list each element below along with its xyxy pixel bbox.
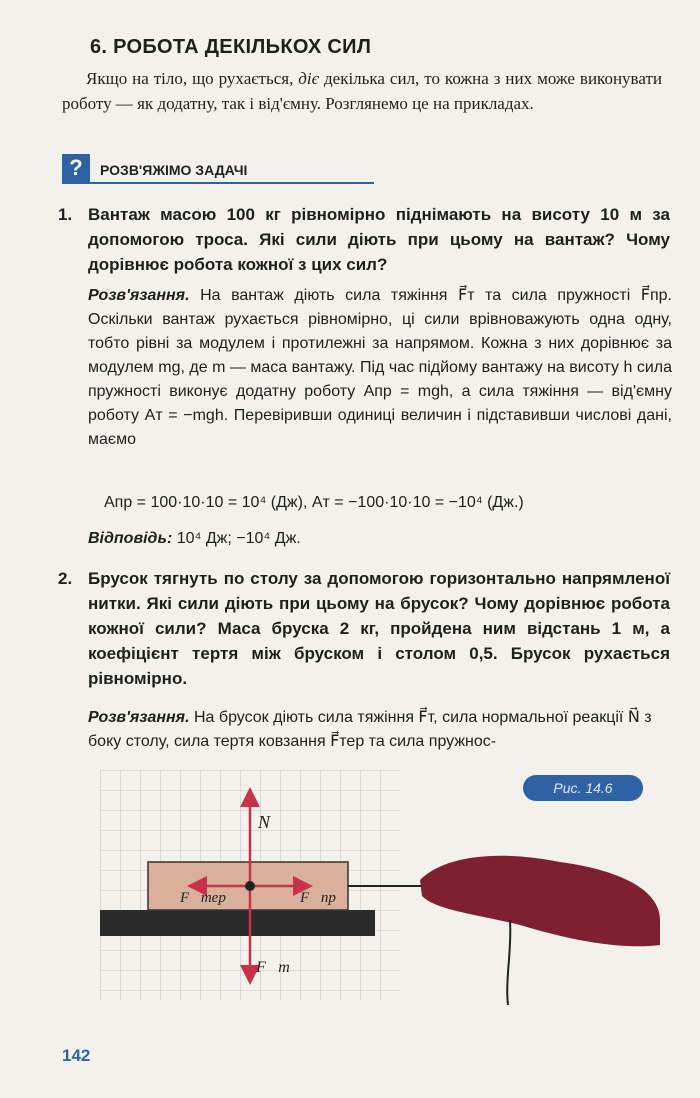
page-number: 142 [62, 1046, 91, 1065]
solution-text: На вантаж діють сила тяжіння F⃗т та сила пружності F⃗пр. Оскільки вантаж рухається рівномірно, ці сили врівноважують одна одну, тобто рівні за модулем і протилежні за напрямом. Кожна з них дорівнює за модулем mg, де m — маса вантажу. Під час підйому вантажу на висоту h сила пружності виконує додатну роботу Aпр = mgh, а сила тяжіння — від'ємну роботу Aт = −mgh. Перевіривши одиниці величин і підставивши числові дані, маємо [88, 287, 672, 448]
task-2 [58, 566, 670, 691]
label-ft: F⃗т [256, 959, 290, 976]
task-question: Вантаж масою 100 кг рівномірно піднімають на висоту 10 м за допомогою троса. Які сили діють при цьому на вантаж? Чому дорівнює робота кожної з цих сил? [88, 205, 670, 274]
label-fter: F⃗тер [180, 890, 226, 906]
label-n: N⃗ [258, 812, 285, 832]
solution-label: Розв'язання. [88, 287, 190, 304]
answer-label: Відповідь: [88, 530, 173, 547]
heading-underline [62, 182, 374, 184]
question-icon: ? [62, 154, 90, 182]
intro-paragraph: Якщо на тіло, що рухається, діє декілька сил, то кожна з них може виконувати роботу — як додатну, так і від'ємну. Розглянемо це на прикладах. [62, 69, 662, 113]
task-1 [58, 202, 670, 277]
task-1-answer [88, 530, 301, 548]
task-number: 1. [58, 205, 73, 224]
task-2-solution [88, 706, 672, 754]
solution-text: На брусок діють сила тяжіння F⃗т, сила нормальної реакції N⃗ з боку столу, сила тертя ковзання F⃗тер та сила пружнос- [88, 709, 652, 750]
hand [420, 856, 660, 947]
task-1-formula: Aпр = 100·10·10 = 10⁴ (Дж), Aт = −100·10·10 = −10⁴ (Дж.) [104, 494, 524, 511]
task-question: Брусок тягнуть по столу за допомогою горизонтально напрямленої нитки. Які сили діють при цьому на брусок? Чому дорівнює робота кожної сили? Маса бруска 2 кг, пройдена ним відстань 1 м, а коефіцієнт тертя між бруском і столом 0,5. Брусок рухається рівномірно. [88, 569, 670, 688]
center-point [245, 881, 255, 891]
task-1-solution [88, 284, 672, 452]
tasks-heading: РОЗВ'ЯЖІМО ЗАДАЧІ [100, 162, 248, 178]
label-fpr: F⃗пр [300, 890, 336, 906]
solution-label: Розв'язання. [88, 709, 190, 726]
thread-end [507, 920, 510, 1005]
table-surface [100, 910, 375, 936]
figure-caption: Рис. 14.6 [523, 775, 643, 801]
force-diagram [100, 770, 660, 1010]
task-number: 2. [58, 569, 73, 588]
answer-text: 10⁴ Дж; −10⁴ Дж. [176, 530, 301, 547]
section-title: 6. РОБОТА ДЕКІЛЬКОХ СИЛ [90, 36, 372, 58]
